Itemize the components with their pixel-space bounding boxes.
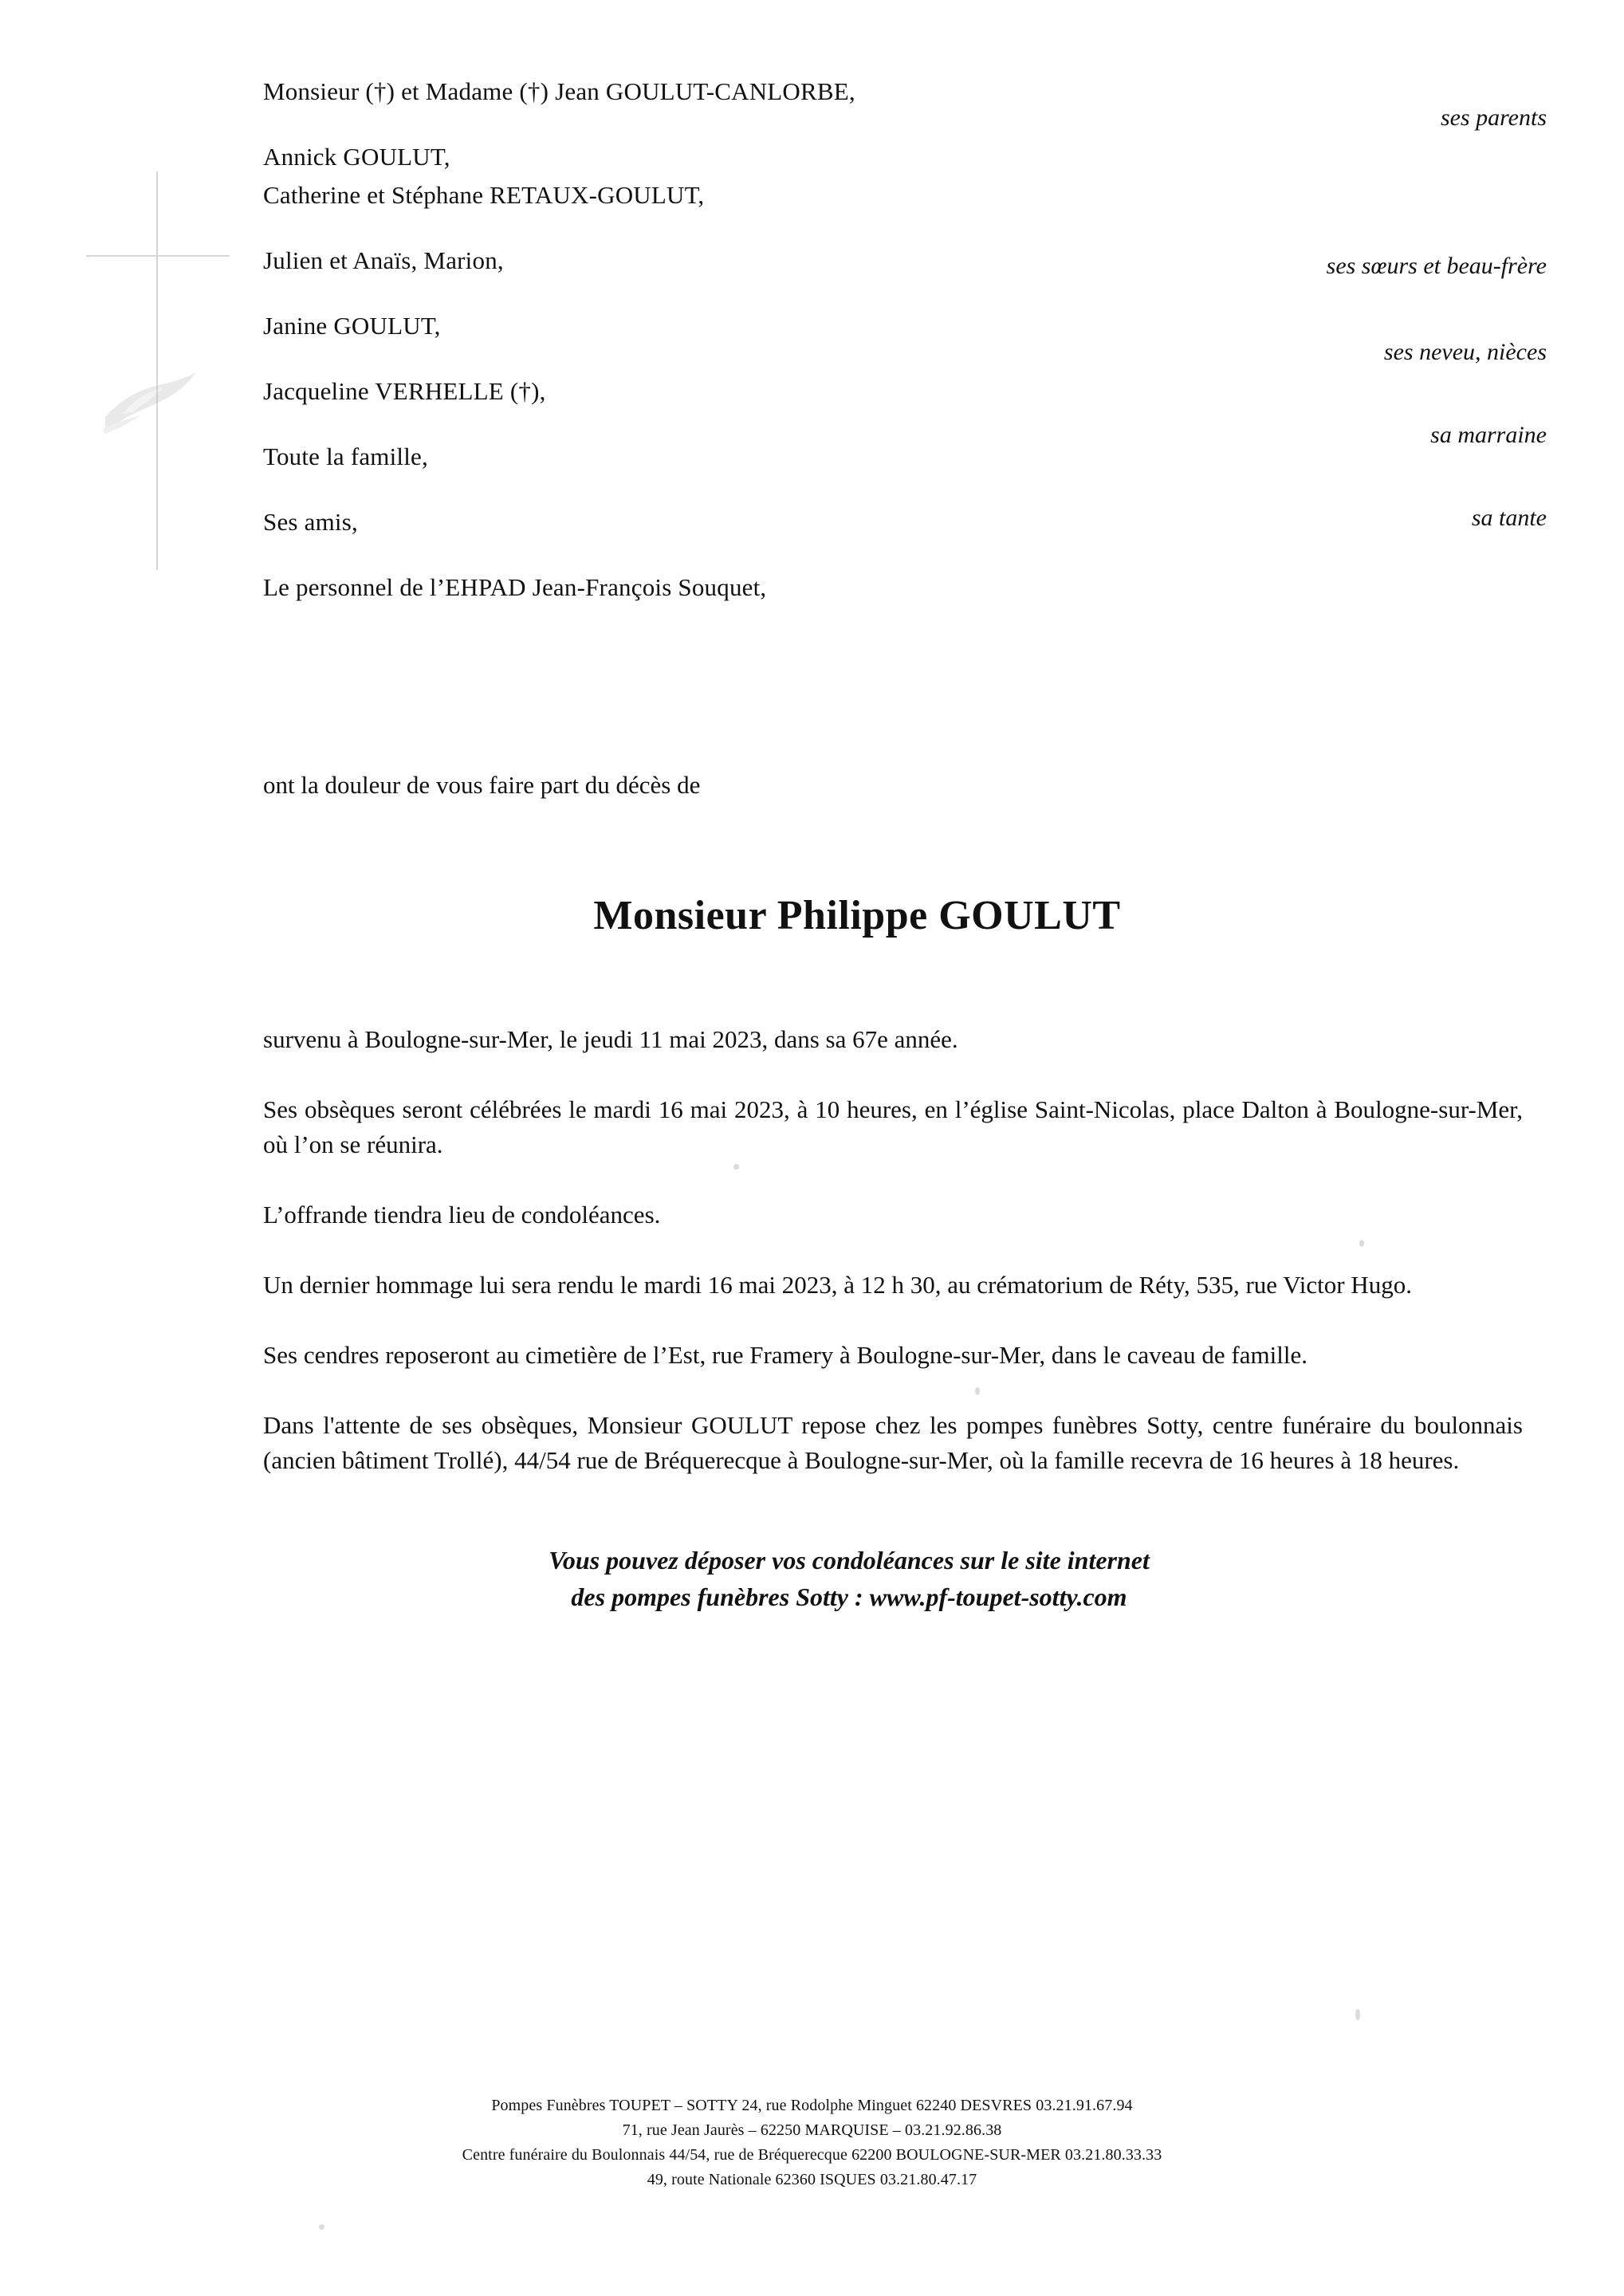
relation-label: ses parents <box>1440 104 1547 131</box>
announcement-intro: ont la douleur de vous faire part du décès de <box>263 771 701 799</box>
family-name-line: Catherine et Stéphane RETAUX-GOULUT, <box>263 181 705 209</box>
notice-paragraph: Ses obsèques seront célébrées le mardi 16 mai 2023, à 10 heures, en l’église Saint-Nicolas, place Dalton à Boulogne-sur-Mer, où l’on se réunira. <box>263 1095 1523 1158</box>
notice-paragraph: Dans l'attente de ses obsèques, Monsieur GOULUT repose chez les pompes funèbres Sotty, centre funéraire du boulonnais (ancien bâtiment Trollé), 44/54 rue de Bréquerecque à Boulogne-sur-Mer, où la famille recevra de 16 heures à 18 heures. <box>263 1411 1523 1474</box>
relation-label: ses neveu, nièces <box>1383 339 1547 365</box>
notice-paragraph: Ses cendres reposeront au cimetière de l’Est, rue Framery à Boulogne-sur-Mer, dans le caveau de famille. <box>263 1341 1307 1369</box>
notice-paragraph: L’offrande tiendra lieu de condoléances. <box>263 1201 661 1229</box>
relation-label: ses sœurs et beau-frère <box>1326 253 1547 279</box>
family-name-line: Le personnel de l’EHPAD Jean-François Souquet, <box>263 573 767 601</box>
footer-line: 71, rue Jean Jaurès – 62250 MARQUISE – 03.21.92.86.38 <box>622 2121 1002 2139</box>
dove-icon <box>96 355 207 442</box>
footer-line: Centre funéraire du Boulonnais 44/54, rue de Bréquerecque 62200 BOULOGNE-SUR-MER 03.21.80.33.33 <box>462 2146 1162 2164</box>
condolences-note <box>263 1542 1547 1615</box>
family-name-line: Toute la famille, <box>263 442 428 470</box>
family-name-line: Janine GOULUT, <box>263 312 441 340</box>
scan-speck <box>1355 2009 1360 2020</box>
funeral-home-footer <box>0 2094 1624 2192</box>
decoration-group <box>86 171 246 602</box>
notice-paragraph: survenu à Boulogne-sur-Mer, le jeudi 11 mai 2023, dans sa 67e année. <box>263 1025 958 1053</box>
scan-speck <box>319 2224 324 2230</box>
cross-icon <box>156 171 158 570</box>
family-names-block <box>263 0 1547 761</box>
family-name-line: Annick GOULUT, <box>263 143 450 171</box>
notice-body <box>263 1022 1547 1478</box>
deceased-name: Monsieur Philippe GOULUT <box>593 893 1121 938</box>
notice-paragraph: Un dernier hommage lui sera rendu le mardi 16 mai 2023, à 12 h 30, au crématorium de Réty, 535, rue Victor Hugo. <box>263 1271 1412 1299</box>
notice-content <box>263 0 1547 1615</box>
family-name-line: Ses amis, <box>263 508 358 536</box>
footer-line: 49, route Nationale 62360 ISQUES 03.21.80.47.17 <box>647 2171 977 2188</box>
cross-horizontal-bar <box>86 255 230 257</box>
footer-line: Pompes Funèbres TOUPET – SOTTY 24, rue Rodolphe Minguet 62240 DESVRES 03.21.91.67.94 <box>491 2097 1133 2114</box>
family-name-line: Jacqueline VERHELLE (†), <box>263 377 546 405</box>
condolences-line-2: des pompes funèbres Sotty : www.pf-toupet-sotty.com <box>571 1582 1127 1611</box>
condolences-line-1: Vous pouvez déposer vos condoléances sur le site internet <box>549 1546 1150 1575</box>
relation-label: sa marraine <box>1430 422 1547 448</box>
relation-label: sa tante <box>1471 505 1547 531</box>
family-name-line: Monsieur (†) et Madame (†) Jean GOULUT-CANLORBE, <box>263 77 855 105</box>
family-name-line: Julien et Anaïs, Marion, <box>263 246 504 274</box>
